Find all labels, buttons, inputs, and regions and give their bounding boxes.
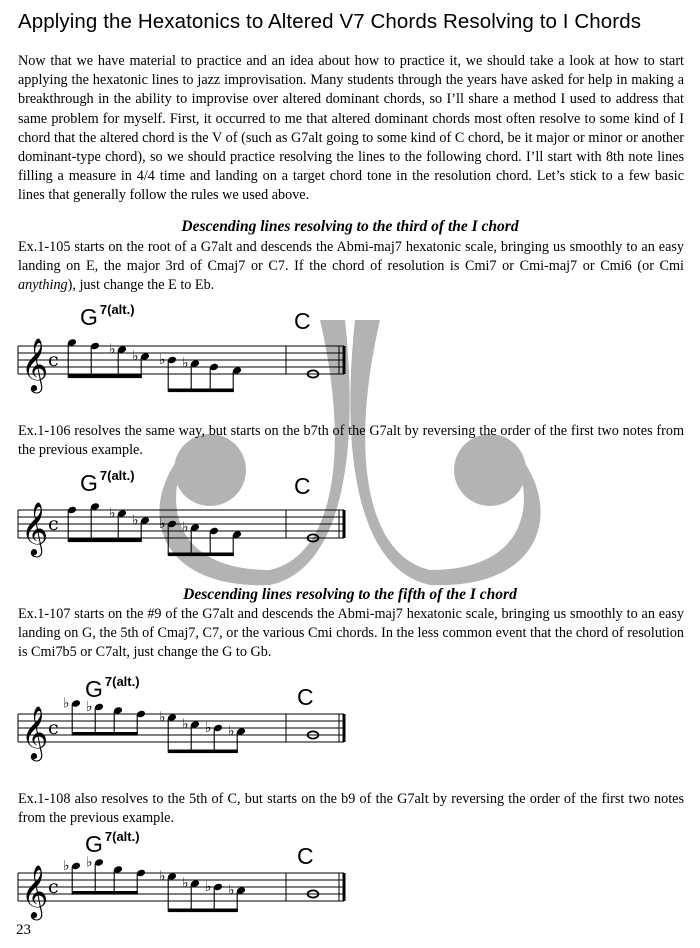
beam — [168, 553, 234, 557]
chord-extension: 7(alt.) — [99, 468, 135, 483]
intro-paragraph: Now that we have material to practice and an idea about how to practice it, we should take a look at how to start applying the hexatonic lines to jazz improvisation. Many students through the years have asked for help in making a breakthrough in the ability to improvise over altered dominant chords, so I’ll share a method I used to address that same problem for myself. First, it occurred to me that altered dominant chords most often resolve to some kind of I chord that the altered chord is the V of (such as G7alt going to some kind of C chord, be it major or minor or another dominant-type chord), so we should practice resolving the lines to the following chord. I’ll start with 8th note lines filling a measure in 4/4 time and landing on a target chord tone in the resolution chord. Let’s stick to a few basic lines that generally follow the rules we used above. — [18, 53, 684, 204]
example-text-1-105-end: ), just change the E to Eb. — [67, 277, 215, 294]
treble-clef-icon: 𝄞 — [21, 337, 49, 391]
flat-icon: ♭ — [159, 352, 166, 368]
flat-icon: ♭ — [86, 699, 93, 715]
chord-symbol-c: C — [294, 308, 311, 334]
flat-icon: ♭ — [182, 519, 189, 536]
time-signature: c — [48, 513, 59, 535]
example-text-1-105 — [18, 238, 684, 296]
chord-root: G — [85, 831, 103, 857]
flat-icon: ♭ — [228, 882, 235, 899]
beam — [168, 909, 238, 913]
chord-symbol-c: C — [297, 843, 314, 869]
chord-root: G — [80, 470, 98, 496]
beam — [72, 732, 138, 736]
beam — [68, 539, 142, 543]
flat-icon: ♭ — [205, 720, 212, 736]
section-heading-fifth: Descending lines resolving to the fifth of the I chord — [183, 586, 517, 603]
flat-icon: ♭ — [182, 716, 189, 733]
flat-icon: ♭ — [63, 858, 70, 874]
treble-clef-icon: 𝄞 — [21, 864, 49, 918]
page-title: Applying the Hexatonics to Altered V7 Chords Resolving to I Chords — [18, 10, 642, 33]
music-staff-1-105 — [0, 326, 700, 390]
flat-icon: ♭ — [63, 695, 70, 712]
example-text-1-106: Ex.1-106 resolves the same way, but starts on the b7th of the G7alt by reversing the order of the first two notes from the previous example. — [18, 423, 684, 459]
chord-root: G — [85, 676, 103, 702]
chord-extension: 7(alt.) — [104, 674, 140, 689]
flat-icon: ♭ — [109, 505, 116, 522]
flat-icon: ♭ — [182, 355, 189, 372]
flat-icon: ♭ — [109, 341, 116, 358]
example-text-1-105-start: Ex.1-105 starts on the root of a G7alt and descends the Abmi-maj7 hexatonic scale, bringing us smoothly to an easy landing on E, the major 3rd of Cmaj7 or C7. If the chord of resolution is Cmi7 or Cmi-maj7 or Cmi6 (or Cmi — [18, 239, 684, 275]
flat-icon: ♭ — [132, 512, 139, 529]
time-signature: c — [48, 876, 59, 898]
example-text-1-107: Ex.1-107 starts on the #9 of the G7alt and descends the Abmi-maj7 hexatonic scale, bringing us smoothly to an easy landing on G, the 5th of Cmaj7, C7, or the various Cmi chords. In the less common event that the chord of resolution is Cmi7b5 or C7alt, just change the G to Gb. — [18, 606, 684, 661]
chord-root: G — [80, 304, 98, 330]
beam — [72, 891, 138, 895]
flat-icon: ♭ — [182, 875, 189, 892]
flat-icon: ♭ — [132, 348, 139, 365]
music-staff-1-107 — [0, 694, 700, 758]
time-signature: c — [48, 349, 59, 371]
flat-icon: ♭ — [228, 723, 235, 740]
music-staff-1-106 — [0, 490, 700, 554]
flat-icon: ♭ — [86, 854, 93, 871]
time-signature: c — [48, 717, 59, 739]
page-number: 23 — [16, 922, 31, 938]
beam — [68, 375, 142, 379]
beam — [168, 750, 238, 754]
section-heading-third: Descending lines resolving to the third of the I chord — [181, 218, 519, 235]
flat-icon: ♭ — [159, 709, 166, 726]
flat-icon: ♭ — [159, 516, 166, 532]
treble-clef-icon: 𝄞 — [21, 705, 49, 759]
flat-icon: ♭ — [205, 879, 212, 895]
example-text-1-105-italic: anything — [18, 277, 68, 294]
example-text-1-108: Ex.1-108 also resolves to the 5th of C, but starts on the b9 of the G7alt by reversing the order of the first two notes from the previous example. — [18, 791, 684, 827]
beam — [168, 389, 234, 393]
chord-symbol-c: C — [294, 473, 311, 499]
chord-extension: 7(alt.) — [104, 829, 140, 844]
chord-extension: 7(alt.) — [99, 302, 135, 317]
flat-icon: ♭ — [159, 868, 166, 885]
treble-clef-icon: 𝄞 — [21, 501, 49, 555]
music-staff-1-108 — [0, 853, 700, 917]
chord-symbol-c: C — [297, 684, 314, 710]
